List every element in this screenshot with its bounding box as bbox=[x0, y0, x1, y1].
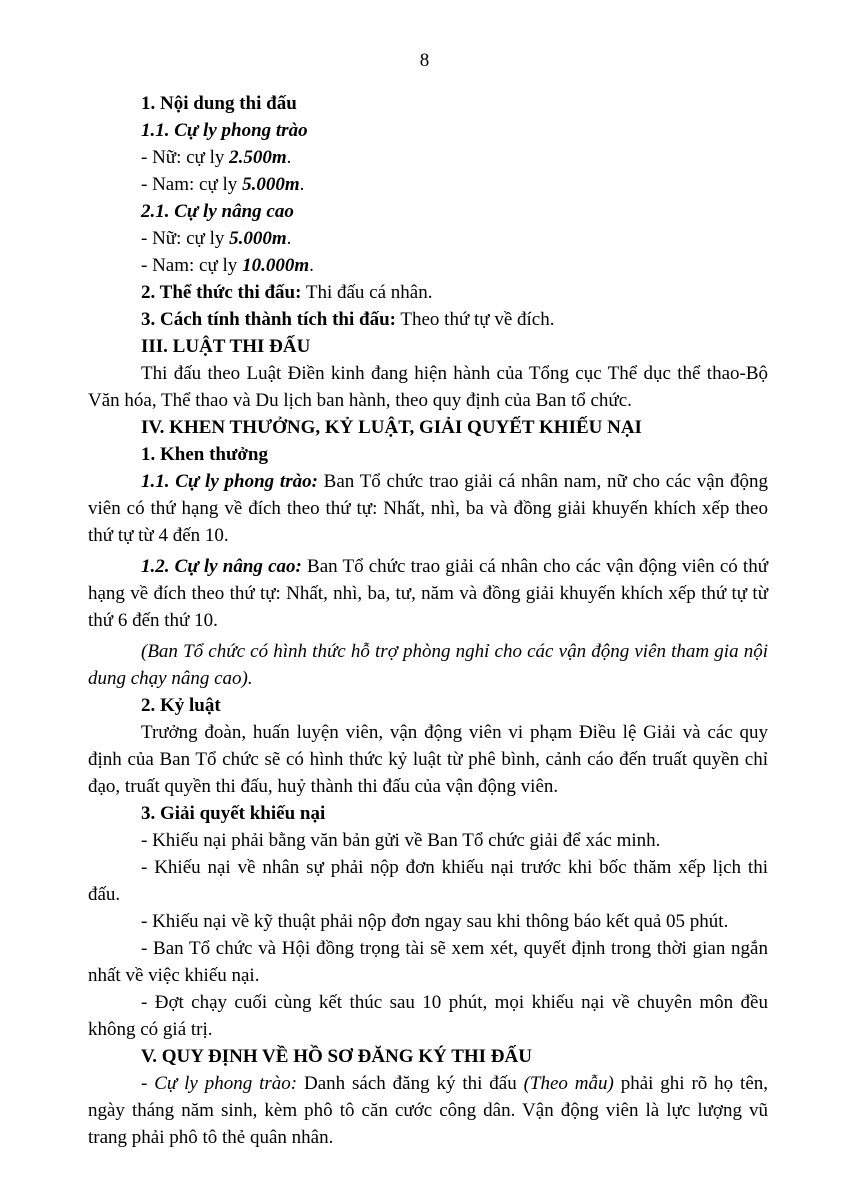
section-heading-rewards-discipline: IV. KHEN THƯỞNG, KỶ LUẬT, GIẢI QUYẾT KHIẾU NẠI bbox=[141, 417, 642, 438]
reward-advanced-paragraph bbox=[88, 553, 768, 634]
subheading-discipline: 2. Kỷ luật bbox=[141, 695, 221, 716]
complaint-item: - Đợt chạy cuối cùng kết thúc sau 10 phút, mọi khiếu nại về chuyên môn đều không có giá trị. bbox=[88, 992, 768, 1040]
distance-label: - Nam: cự ly bbox=[141, 174, 243, 195]
complaint-item: - Khiếu nại về kỹ thuật phải nộp đơn ngay sau khi thông báo kết quả 05 phút. bbox=[141, 911, 729, 932]
complaint-item: - Khiếu nại về nhân sự phải nộp đơn khiếu nại trước khi bốc thăm xếp lịch thi đấu. bbox=[88, 857, 768, 905]
registration-text: Danh sách đăng ký thi đấu bbox=[297, 1073, 524, 1094]
reward-movement-label: 1.1. Cự ly phong trào: bbox=[141, 471, 318, 492]
distance-female-advanced bbox=[88, 225, 768, 252]
subheading-advanced-distance: 2.1. Cự ly nâng cao bbox=[141, 201, 294, 222]
registration-template-note: (Theo mẫu) bbox=[523, 1073, 614, 1094]
reward-movement-text: Ban Tổ chức trao giải cá nhân nam, nữ cho các vận động viên có thứ hạng về đích theo thứ tự: Nhất, nhì, ba và đồng giải khuyến khích xếp theo thứ tự từ 4 đến 10. bbox=[88, 471, 768, 546]
rules-paragraph: Thi đấu theo Luật Điền kinh đang hiện hành của Tổng cục Thể dục thể thao-Bộ Văn hóa, Thể thao và Du lịch ban hành, theo quy định của Ban tổ chức. bbox=[88, 363, 768, 411]
reward-advanced-text: Ban Tổ chức trao giải cá nhân cho các vận động viên có thứ hạng về đích theo thứ tự: Nhất, nhì, ba, tư, năm và đồng giải khuyến khích xếp thứ tự từ thứ 6 đến thứ 10. bbox=[88, 556, 769, 631]
distance-male-movement bbox=[88, 171, 768, 198]
distance-male-advanced bbox=[88, 252, 768, 279]
section-heading-competition-content: 1. Nội dung thi đấu bbox=[141, 93, 297, 114]
distance-value: 10.000m bbox=[242, 255, 310, 276]
competition-format bbox=[88, 279, 768, 306]
scoring-label: 3. Cách tính thành tích thi đấu: bbox=[141, 309, 396, 330]
page-number: 8 bbox=[419, 50, 430, 71]
reward-note: (Ban Tổ chức có hình thức hỗ trợ phòng nghỉ cho các vận động viên tham gia nội dung chạy nâng cao). bbox=[88, 641, 768, 689]
distance-female-movement bbox=[88, 144, 768, 171]
section-heading-registration: V. QUY ĐỊNH VỀ HỒ SƠ ĐĂNG KÝ THI ĐẤU bbox=[141, 1046, 532, 1067]
scoring-text: Theo thứ tự về đích. bbox=[395, 309, 555, 330]
distance-value: 2.500m bbox=[229, 147, 287, 168]
period: . bbox=[309, 255, 314, 276]
distance-value: 5.000m bbox=[229, 228, 287, 249]
registration-text-continued: phải ghi rõ họ tên, ngày tháng năm sinh, kèm phô tô căn cước công dân. Vận động viên là lực lượng vũ trang phải phô tô thẻ quân nhân. bbox=[88, 1073, 769, 1148]
scoring-method bbox=[88, 306, 768, 333]
registration-paragraph bbox=[88, 1070, 768, 1151]
reward-movement-paragraph bbox=[88, 468, 768, 549]
period: . bbox=[286, 228, 292, 249]
subheading-movement-distance: 1.1. Cự ly phong trào bbox=[141, 120, 308, 141]
section-heading-rules: III. LUẬT THI ĐẤU bbox=[141, 336, 311, 357]
document-body bbox=[88, 90, 768, 1151]
registration-label: - Cự ly phong trào: bbox=[141, 1073, 298, 1094]
complaint-item: - Khiếu nại phải bằng văn bản gửi về Ban Tổ chức giải để xác minh. bbox=[141, 830, 661, 851]
period: . bbox=[299, 174, 305, 195]
distance-label: - Nam: cự ly bbox=[141, 255, 243, 276]
format-text: Thi đấu cá nhân. bbox=[301, 282, 433, 303]
distance-label: - Nữ: cự ly bbox=[141, 228, 230, 249]
reward-advanced-label: 1.2. Cự ly nâng cao: bbox=[141, 556, 302, 577]
format-label: 2. Thể thức thi đấu: bbox=[141, 282, 302, 303]
period: . bbox=[286, 147, 292, 168]
distance-value: 5.000m bbox=[242, 174, 300, 195]
subheading-rewards: 1. Khen thưởng bbox=[141, 444, 268, 465]
discipline-paragraph: Trưởng đoàn, huấn luyện viên, vận động viên vi phạm Điều lệ Giải và các quy định của Ban Tổ chức sẽ có hình thức kỷ luật từ phê bình, cảnh cáo đến truất quyền chỉ đạo, truất quyền thi đấu, huỷ thành thi đấu của vận động viên. bbox=[88, 722, 768, 797]
distance-label: - Nữ: cự ly bbox=[141, 147, 230, 168]
complaint-item: - Ban Tổ chức và Hội đồng trọng tài sẽ xem xét, quyết định trong thời gian ngắn nhất về việc khiếu nại. bbox=[88, 938, 768, 986]
subheading-complaints: 3. Giải quyết khiếu nại bbox=[141, 803, 326, 824]
